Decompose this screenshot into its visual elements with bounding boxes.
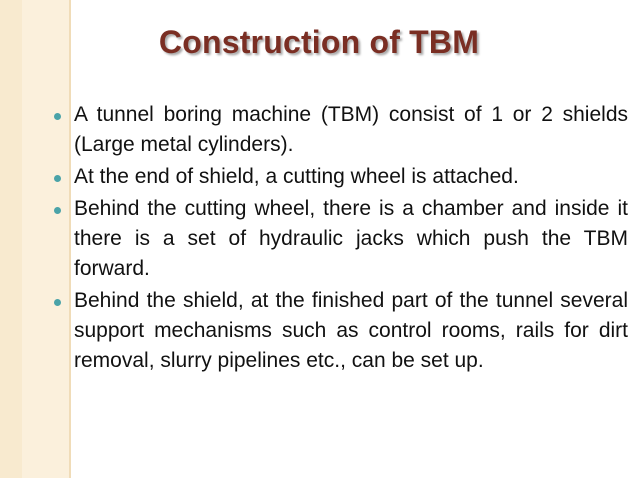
bullet-text: Behind the cutting wheel, there is a chamber and inside it there is a set of hydraulic jacks which push the TBM forward. xyxy=(74,197,628,280)
bullet-text: At the end of shield, a cutting wheel is attached. xyxy=(74,165,519,188)
left-decorative-band-inner xyxy=(0,0,22,478)
bullet-dot-icon xyxy=(54,207,61,214)
bullet-list xyxy=(54,100,628,378)
bullet-item xyxy=(54,100,628,160)
bullet-dot-icon xyxy=(54,175,61,182)
bullet-text: Behind the shield, at the finished part of the tunnel several support mechanisms such as control rooms, rails for dirt removal, slurry pipelines etc., can be set up. xyxy=(74,289,628,372)
bullet-item xyxy=(54,194,628,284)
slide-title xyxy=(0,20,638,64)
bullet-dot-icon xyxy=(54,113,61,120)
bullet-item xyxy=(54,286,628,376)
bullet-item xyxy=(54,162,628,192)
slide-title-text: Construction of TBM xyxy=(158,24,480,60)
bullet-dot-icon xyxy=(54,299,61,306)
bullet-text: A tunnel boring machine (TBM) consist of 1 or 2 shields (Large metal cylinders). xyxy=(74,103,628,156)
